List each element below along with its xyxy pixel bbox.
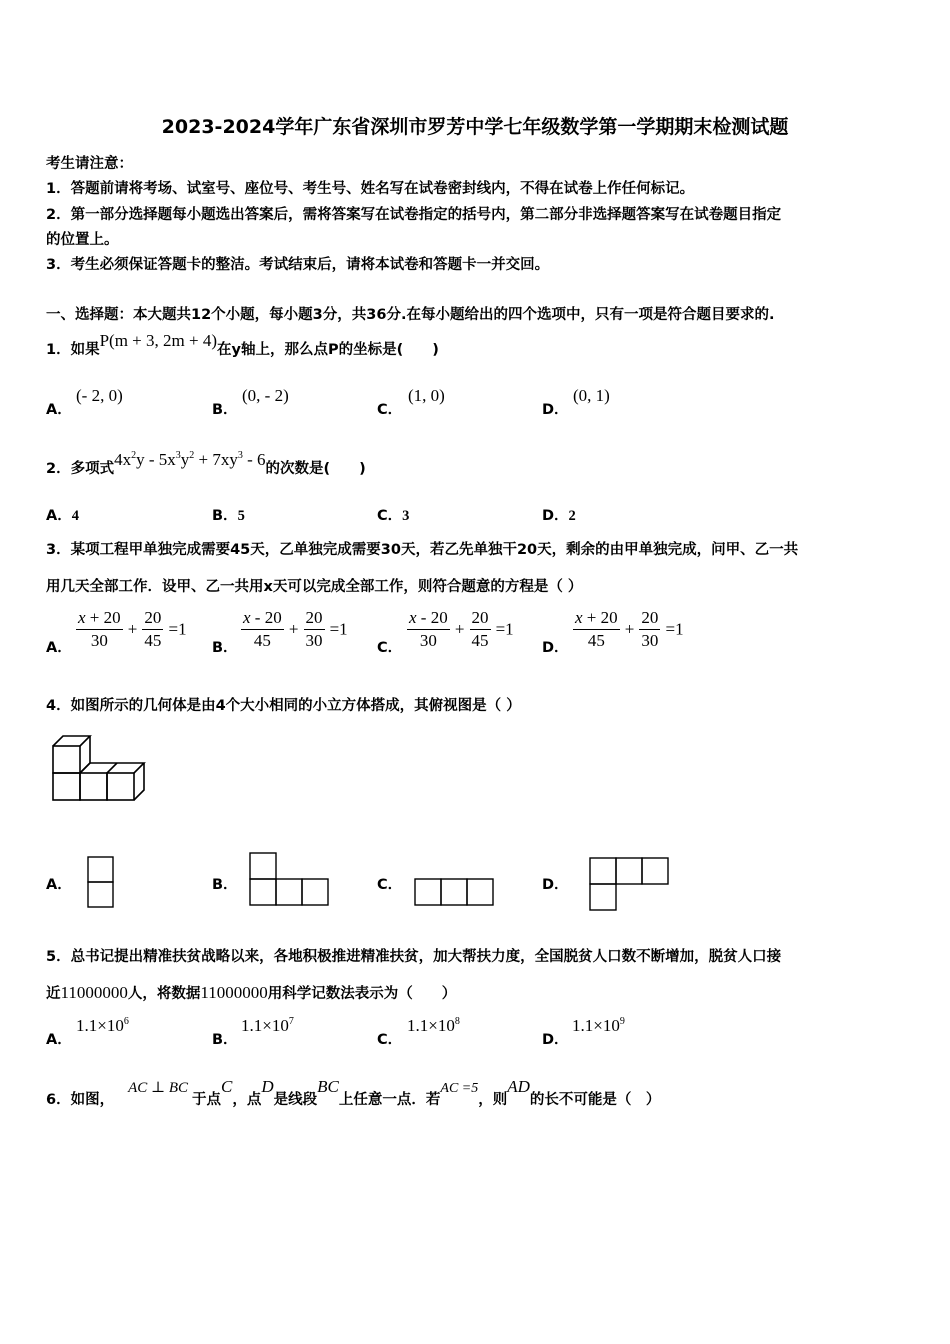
q1-pre: 1．如果 (46, 342, 100, 358)
q2-option-b[interactable]: B．5 (212, 508, 245, 524)
q4-label-a: A． (46, 877, 72, 893)
q1-stem (46, 331, 439, 359)
q6-stem: 6．如图，AC ⊥ BC于点C，点D是线段BC上任意一点．若AC =5，则AD的长不可能是（ ） (46, 1077, 661, 1108)
q2-stem (46, 450, 366, 478)
q5-option-b[interactable]: $1.1\times 10^7$ (241, 1016, 294, 1035)
q5-line-1: 5．总书记提出精准扶贫战略以来，各地积极推进精准扶贫，加大帮扶力度，全国脱贫人口数不断增加，脱贫人口接 (46, 949, 782, 965)
q5-label-a: A． (46, 1032, 72, 1048)
q4-stem: 4．如图所示的几何体是由4个大小相同的小立方体搭成，其俯视图是（ ） (46, 698, 521, 714)
q2-option-a[interactable]: A．4 (46, 508, 79, 524)
q6-math-ac-perp-bc: AC ⊥ BC (128, 1080, 189, 1096)
q3-label-c: C． (377, 640, 403, 656)
q5-option-a[interactable]: $1.1\times 10^6$ (76, 1016, 129, 1035)
q4-label-c: C． (377, 877, 403, 893)
notice-item-1: 1．答题前请将考场、试室号、座位号、考生号、姓名写在试卷密封线内，不得在试卷上作任何标记。 (46, 181, 695, 197)
q5-line-2: 近11000000人，将数据11000000用科学记数法表示为（ ） (46, 983, 457, 1002)
q1-math: P(m + 3, 2m + 4) (99, 331, 217, 350)
q4-label-d: D． (542, 877, 569, 893)
notice-item-2a: 2．第一部分选择题每小题选出答案后，需将答案写在试卷指定的括号内，第二部分非选择题答案写在试卷题目指定 (46, 207, 782, 223)
q5-label-d: D． (542, 1032, 569, 1048)
q3-option-a[interactable]: $\frac{x + 20}{30}$ + $\frac{20}{45}$ =1 (78, 608, 187, 650)
q1-option-c[interactable]: (1, 0) (408, 386, 445, 405)
q5-label-b: B． (212, 1032, 238, 1048)
q5-option-c[interactable]: $1.1\times 10^8$ (407, 1016, 460, 1035)
q5-option-d[interactable]: $1.1\times 10^9$ (572, 1016, 625, 1035)
page-title: 2023-2024学年广东省深圳市罗芳中学七年级数学第一学期期末检测试题 (161, 116, 789, 138)
q3-line-2: 用几天全部工作．设甲、乙一共用x天可以完成全部工作，则符合题意的方程是（ ） (46, 579, 583, 595)
q4-option-c-figure[interactable] (413, 877, 497, 909)
q1-option-d[interactable]: (0, 1) (573, 386, 610, 405)
q4-option-d-figure[interactable] (588, 856, 672, 914)
q2-option-d[interactable]: D．2 (542, 508, 576, 524)
q4-label-b: B． (212, 877, 238, 893)
q2-post: 的次数是( ) (265, 461, 366, 477)
q3-option-c[interactable]: $\frac{x - 20}{30}$ + $\frac{20}{45}$ =1 (409, 608, 514, 650)
q1-label-a: A． (46, 402, 72, 418)
q3-option-b[interactable]: $\frac{x - 20}{45}$ + $\frac{20}{30}$ =1 (243, 608, 348, 650)
q1-label-b: B． (212, 402, 238, 418)
q4-option-a-figure[interactable] (86, 855, 116, 911)
q3-label-d: D． (542, 640, 569, 656)
q3-label-b: B． (212, 640, 238, 656)
q1-post: 在y轴上，那么点P的坐标是( ) (217, 342, 439, 358)
notice-item-3: 3．考生必须保证答题卡的整洁。考试结束后，请将本试卷和答题卡一并交回。 (46, 257, 550, 273)
q4-solid-figure (48, 732, 150, 804)
section-heading: 一、选择题：本大题共12个小题，每小题3分，共36分.在每小题给出的四个选项中，只有一项是符合题目要求的. (46, 307, 775, 323)
q3-line-1: 3．某项工程甲单独完成需要45天，乙单独完成需要30天，若乙先单独干20天，剩余的由甲单独完成，问甲、乙一共 (46, 542, 799, 558)
q2-polynomial: $4x^2y - 5x^3y^2 + 7xy^3 - 6$ (114, 450, 266, 469)
q5-label-c: C． (377, 1032, 403, 1048)
q1-label-d: D． (542, 402, 569, 418)
q1-option-b[interactable]: (0, - 2) (242, 386, 289, 405)
q3-label-a: A． (46, 640, 72, 656)
q1-option-a[interactable]: (- 2, 0) (76, 386, 123, 405)
q1-label-c: C． (377, 402, 403, 418)
q2-option-c[interactable]: C．3 (377, 508, 410, 524)
q4-option-b-figure[interactable] (248, 851, 332, 907)
q2-pre: 2．多项式 (46, 461, 115, 477)
notice-item-2b: 的位置上。 (46, 232, 119, 248)
q3-option-d[interactable]: $\frac{x + 20}{45}$ + $\frac{20}{30}$ =1 (575, 608, 684, 650)
notice-heading: 考生请注意： (46, 156, 133, 172)
